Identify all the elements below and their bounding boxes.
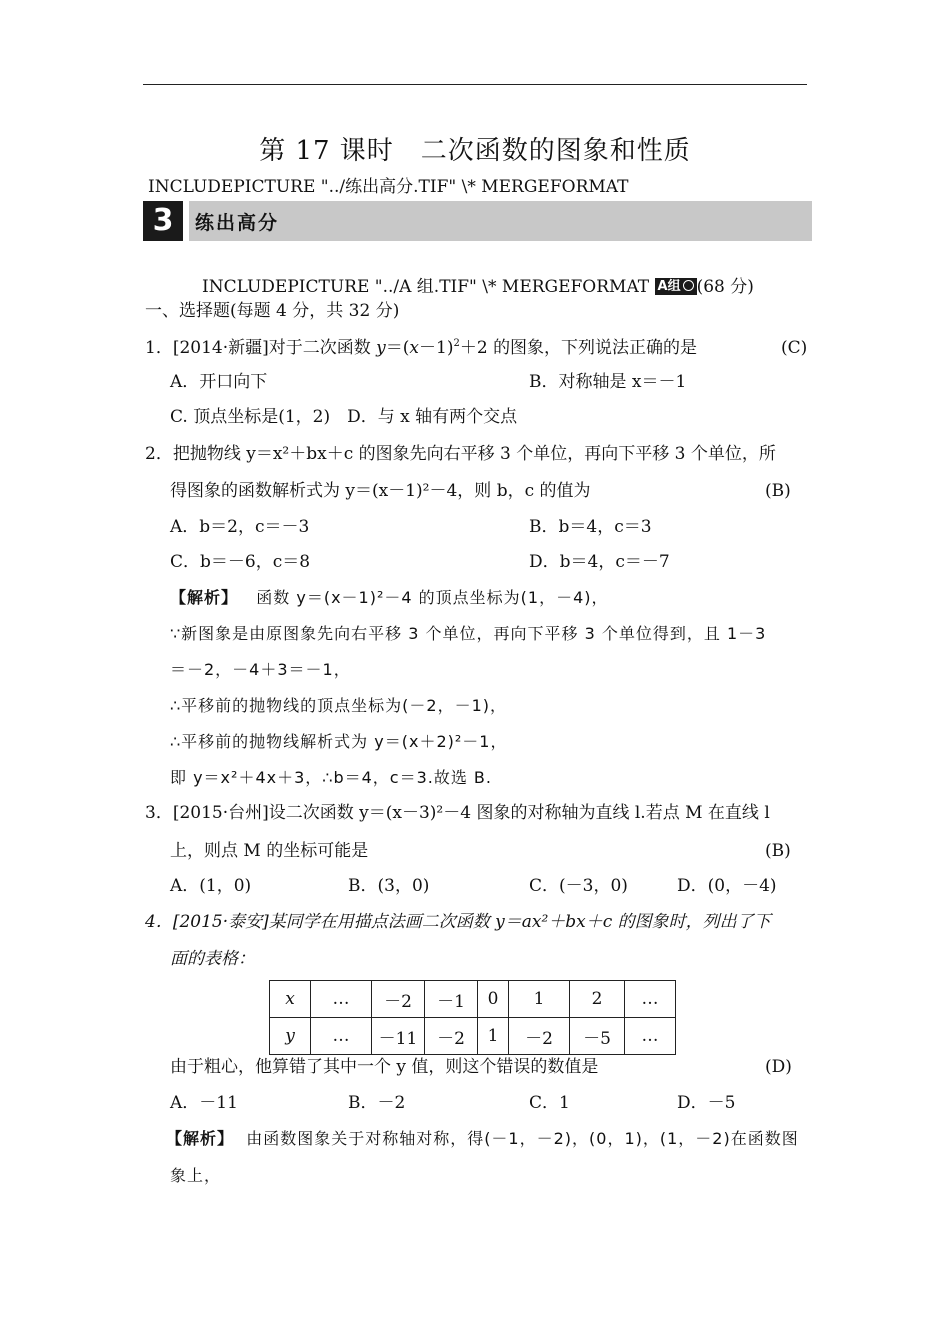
q2-option-b: B．b＝4，c＝3	[529, 517, 652, 537]
q3-option-a: A．(1，0)	[170, 876, 252, 896]
q1-option-b: B．对称轴是 x＝－1	[529, 372, 687, 392]
table-cell: …	[311, 981, 372, 1018]
q1-option-cd: C. 顶点坐标是(1，2) D．与 x 轴有两个交点	[170, 407, 518, 427]
header-rule	[143, 84, 807, 85]
q1-stem: 1．[2014·新疆]对于二次函数 $y=(x-1)^2+2$ 的图象，下列说法正确的是	[145, 338, 698, 358]
table-cell: 1	[478, 1018, 509, 1055]
table-cell: －11	[372, 1018, 425, 1055]
q4-option-d: D．－5	[677, 1093, 736, 1113]
q3-stem-line2: 上，则点 M 的坐标可能是	[170, 841, 369, 861]
group-line	[202, 276, 754, 298]
q3-option-d: D．(0，－4)	[677, 876, 777, 896]
values-table	[269, 980, 676, 1055]
q2-solution-line4: ∴平移前的抛物线的顶点坐标为(－2，－1)，	[170, 696, 508, 715]
q4-after-table: 由于粗心，他算错了其中一个 y 值，则这个错误的数值是	[170, 1057, 599, 1077]
q4-stem-line2: 面的表格：	[170, 949, 255, 969]
q3-option-c: C．(－3，0)	[529, 876, 628, 896]
part-heading: 一、选择题(每题 4 分，共 32 分)	[145, 301, 400, 321]
include-field-1: INCLUDEPICTURE "../练出高分.TIF" \* MERGEFORMAT	[148, 177, 629, 197]
q4-answer: (D)	[765, 1057, 792, 1077]
group-badge: A组	[655, 278, 697, 295]
q2-stem-line1: 2．把抛物线 y＝x²＋bx＋c 的图象先向右平移 3 个单位，再向下平移 3 个单位，所	[145, 444, 776, 464]
table-cell: …	[625, 1018, 676, 1055]
section-label: 练出高分	[195, 212, 280, 234]
table-cell: －2	[509, 1018, 570, 1055]
q4-option-c: C．1	[529, 1093, 570, 1113]
q2-solution-line5: ∴平移前的抛物线解析式为 y＝(x＋2)²－1，	[170, 732, 508, 751]
q4-solution-line1: 【解析】 由函数图象关于对称轴对称，得(－1，－2)，(0，1)，(1，－2)在函数图	[166, 1129, 799, 1148]
section-banner	[143, 201, 812, 241]
page-title: 第 17 课时 二次函数的图象和性质	[259, 136, 691, 166]
q1-answer: (C)	[781, 338, 808, 358]
solution-tag: 【解析】	[170, 588, 239, 607]
q4-option-a: A．－11	[170, 1093, 238, 1113]
q3-stem-line1: 3．[2015·台州]设二次函数 y＝(x－3)²－4 图象的对称轴为直线 l.若点 M 在直线 l	[145, 803, 770, 823]
table-cell: 1	[509, 981, 570, 1018]
q1-option-a: A．开口向下	[170, 372, 268, 392]
table-row-x	[270, 981, 676, 1018]
q2-answer: (B)	[765, 481, 791, 501]
table-cell: 0	[478, 981, 509, 1018]
q3-answer: (B)	[765, 841, 791, 861]
solution-tag: 【解析】	[166, 1129, 235, 1148]
table-cell: －2	[372, 981, 425, 1018]
table-cell: 2	[570, 981, 625, 1018]
table-row-y	[270, 1018, 676, 1055]
table-cell: －5	[570, 1018, 625, 1055]
table-cell: －2	[425, 1018, 478, 1055]
table-cell: －1	[425, 981, 478, 1018]
include-field-2: INCLUDEPICTURE "../A 组.TIF" \* MERGEFORMAT	[202, 277, 655, 297]
q2-solution-line1: 【解析】 函数 y＝(x－1)²－4 的顶点坐标为(1，－4)，	[170, 588, 609, 607]
table-cell: …	[311, 1018, 372, 1055]
q4-stem-line1: 4．[2015·泰安]某同学在用描点法画二次函数 y＝ax²＋bx＋c 的图象时，列出了下	[145, 912, 771, 932]
magnifier-icon	[683, 280, 694, 291]
section-number: 3	[143, 201, 183, 241]
q3-option-b: B．(3，0)	[348, 876, 430, 896]
table-cell: …	[625, 981, 676, 1018]
q2-stem-line2: 得图象的函数解析式为 y＝(x－1)²－4，则 b，c 的值为	[170, 481, 591, 501]
q2-option-d: D．b＝4，c＝－7	[529, 552, 670, 572]
q4-option-b: B．－2	[348, 1093, 406, 1113]
q2-solution-line6: 即 y＝x²＋4x＋3，∴b＝4，c＝3.故选 B.	[170, 768, 492, 787]
group-score: (68 分)	[696, 277, 754, 297]
q4-solution-line2: 象上，	[170, 1166, 222, 1185]
q2-solution-line3: ＝－2，－4＋3＝－1，	[170, 660, 351, 679]
table-cell: y	[270, 1018, 311, 1055]
q2-option-a: A．b＝2，c＝－3	[170, 517, 310, 537]
table-cell: x	[270, 981, 311, 1018]
q2-solution-line2: ∵新图象是由原图象先向右平移 3 个单位，再向下平移 3 个单位得到，且 1－3	[170, 624, 767, 643]
q2-option-c: C．b＝－6，c＝8	[170, 552, 311, 572]
